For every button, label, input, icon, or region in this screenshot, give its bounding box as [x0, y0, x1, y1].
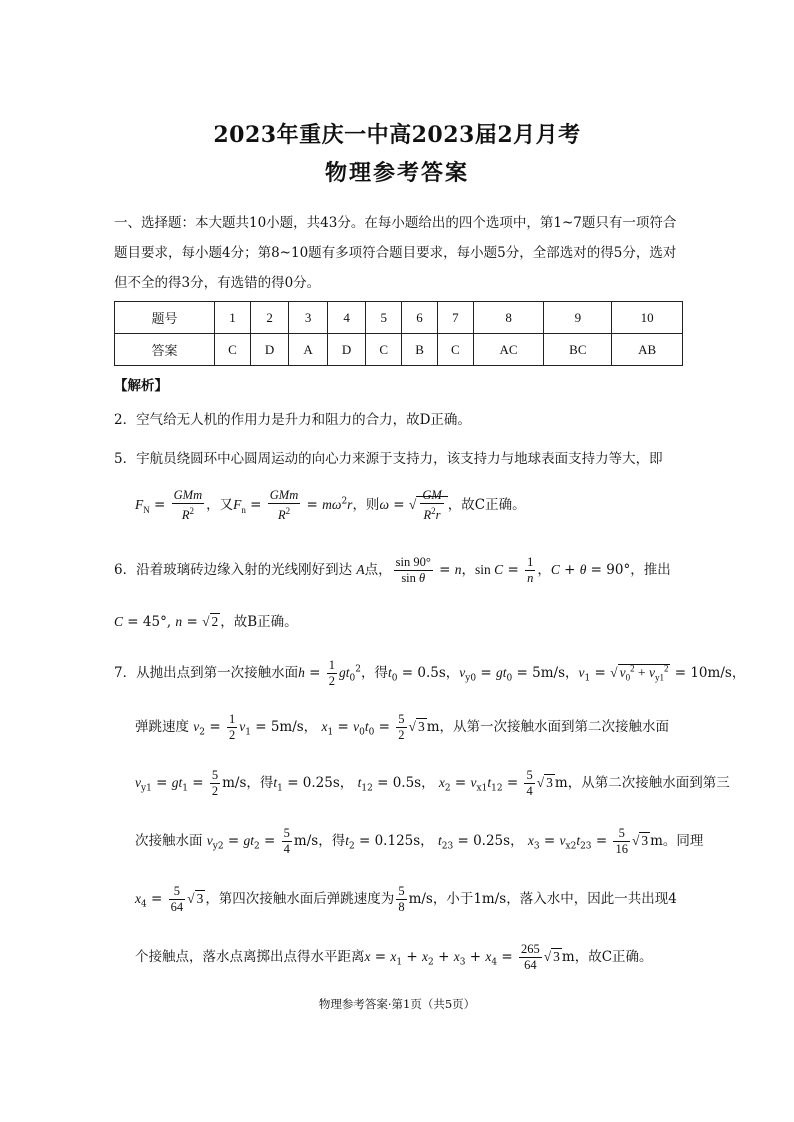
document-subtitle: 物理参考答案 — [324, 160, 469, 186]
q7-explanation-line4: 次接触水面 $v_{y2} = gt_2$ = $\frac{5}{4}$ m/s，得$t_2 = 0.125s$， $t_{23} = 0.25s$， $x_3 = v_{x2}t_{23}$ = $\frac{5}{16}$ √ 3 m。同理 — [135, 826, 704, 856]
analysis-heading: 【解析】 — [114, 378, 168, 394]
text-fragment: ， — [461, 562, 476, 578]
table-cell: C — [215, 334, 251, 366]
table-cell: 10 — [612, 302, 683, 334]
q7-explanation-line2: 弹跳速度 $v_2$ = $\frac{1}{2}$ $v_1 = 5m/s$， $x_1 = v_0t_0$ = $\frac{5}{2}$ √ 3 m，从第一次接触水面到第二次接触水面 — [135, 712, 669, 742]
q6-explanation-line1: 6．沿着玻璃砖边缘入射的光线刚好到达 A点， $\frac{\sin 90^\circ}{\text{sin θ}}$ = n，sin C = $\frac{1}{n}$ ，C + θ = 90°，推出 — [114, 555, 671, 585]
text-fragment: ，得 — [360, 665, 388, 681]
table-header-label: 题号 — [115, 302, 215, 334]
text-fragment: ， — [537, 562, 551, 578]
q6-explanation-line2: C = 45°, n = √ 2 ，故B正确。 — [114, 614, 298, 630]
text-fragment: ，故C正确。 — [574, 949, 653, 965]
table-cell: 6 — [402, 302, 438, 334]
text-fragment: ，则 — [352, 497, 380, 514]
table-cell: 2 — [250, 302, 288, 334]
formula-sqrt: √ $\frac{GM}{R^2r}$ — [409, 496, 448, 512]
q7-explanation-line5: $x_4$ = $\frac{5}{64}$ √ 3 ，第四次接触水面后弹跳速度为 $\frac{5}{8}$ m/s，小于1m/s，落入水中，因此一共出现4 — [135, 884, 677, 914]
text-fragment: ， — [565, 665, 579, 681]
table-cell: C — [366, 334, 402, 366]
text-fragment: ，得 — [246, 775, 274, 791]
table-cell: D — [250, 334, 288, 366]
page-footer: 物理参考答案·第1页（共5页） — [318, 997, 476, 1011]
q2-explanation: 2．空气给无人机的作用力是升力和阻力的合力，故D正确。 — [114, 412, 471, 428]
table-cell: 8 — [473, 302, 544, 334]
q7-explanation-line6: 个接触点，落水点离掷出点得水平距离$x = x_1 + x_2 + x_3 + x_4$ = $\frac{265}{64}$ √ 3 m，故C正确。 — [135, 942, 653, 972]
table-cell: A — [289, 334, 327, 366]
table-cell: 9 — [544, 302, 612, 334]
table-cell: 3 — [289, 302, 327, 334]
q7-explanation-line3: $v_{y1} = gt_1$ = $\frac{5}{2}$ m/s，得$t_1 = 0.25s$， $t_{12} = 0.5s$， $x_2 = v_{x1}t_{12}$ = $\frac{5}{4}$ √ 3 m，从第二次接触水面到第三 — [135, 768, 730, 798]
formula-fraction: $\frac{\text{GMm}}{R^2}$ — [269, 488, 299, 523]
text-fragment: ，第四次接触水面后弹跳速度为 — [205, 891, 395, 907]
formula-fraction: $\frac{\text{GMm}}{R^2}$ — [173, 488, 203, 523]
text-fragment: ，故B正确。 — [220, 614, 298, 630]
q5-formula-line: $F_N$ = $\frac{\text{GMm}}{R^2}$ ，又$F_n$ = $\frac{\text{GMm}}{R^2}$ = $m\omega^2r$，则ω = √ $\frac{GM}{R^2r}$ ，故C正确。 — [135, 488, 526, 523]
text-fragment: 7．从抛出点到第一次接触水面 — [114, 665, 299, 681]
text-fragment: ，从第一次接触水面到第二次接触水面 — [439, 719, 669, 735]
q5-explanation-line1: 5．宇航员绕圆环中心圆周运动的向心力来源于支持力，该支持力与地球表面支持力等大，即 — [114, 451, 663, 467]
table-cell: AB — [612, 334, 683, 366]
table-cell: 4 — [327, 302, 365, 334]
text-fragment: ，故C正确。 — [447, 497, 526, 514]
table-answer-label: 答案 — [115, 334, 215, 366]
text-fragment: ，小于1m/s，落入水中，因此一共出现4 — [432, 891, 677, 907]
table-cell: C — [437, 334, 473, 366]
section-intro: 一、选择题：本大题共10小题，共43分。在每小题给出的四个选项中，第1~7题只有一项符合题目要求，每小题4分；第8~10题有多项符合题目要求，每小题5分，全部选对的得5分，选对但不全的得3分，有选错的得0分。 — [114, 215, 677, 291]
formula-fraction: $\frac{1}{n}$ — [527, 555, 534, 585]
table-cell: D — [327, 334, 365, 366]
text-fragment: 6．沿着玻璃砖边缘入射的光线刚好到达 — [114, 562, 353, 578]
table-cell: 5 — [366, 302, 402, 334]
text-fragment: 个接触点，落水点离掷出点得水平距离 — [135, 949, 365, 965]
text-fragment: ，得 — [318, 833, 346, 849]
table-row-answers — [115, 334, 683, 366]
text-fragment: 弹跳速度 — [135, 719, 189, 735]
table-cell: 1 — [215, 302, 251, 334]
document-title: 2023年重庆一中高2023届2月月考 — [213, 122, 581, 148]
text-fragment: 点， — [364, 562, 392, 578]
text-fragment: ，从第二次接触水面到第三 — [567, 775, 730, 791]
point-label: A — [356, 562, 365, 577]
text-fragment: ， — [731, 665, 746, 681]
table-cell: AC — [473, 334, 544, 366]
text-fragment: ，推出 — [630, 562, 671, 578]
table-cell: BC — [544, 334, 612, 366]
q7-explanation-line1: 7．从抛出点到第一次接触水面h = $\frac{1}{2}$ $gt_0^2$，得$t_0 = 0.5s$，$v_{y0} = gt_0 = 5m/s$，$v_1$ = √ $v_0^2 + v_{y1}^2 = 10m/s$， — [114, 658, 746, 688]
table-cell: B — [402, 334, 438, 366]
text-fragment: ， — [445, 665, 460, 681]
table-row-numbers — [115, 302, 683, 334]
table-cell: 7 — [437, 302, 473, 334]
text-fragment: 。同理 — [662, 833, 704, 849]
answer-table — [114, 301, 683, 366]
text-fragment: ，又 — [206, 497, 234, 514]
formula-fraction: $\frac{\sin 90^\circ}{\text{sin θ}}$ — [395, 555, 431, 585]
text-fragment: 次接触水面 — [135, 833, 203, 849]
